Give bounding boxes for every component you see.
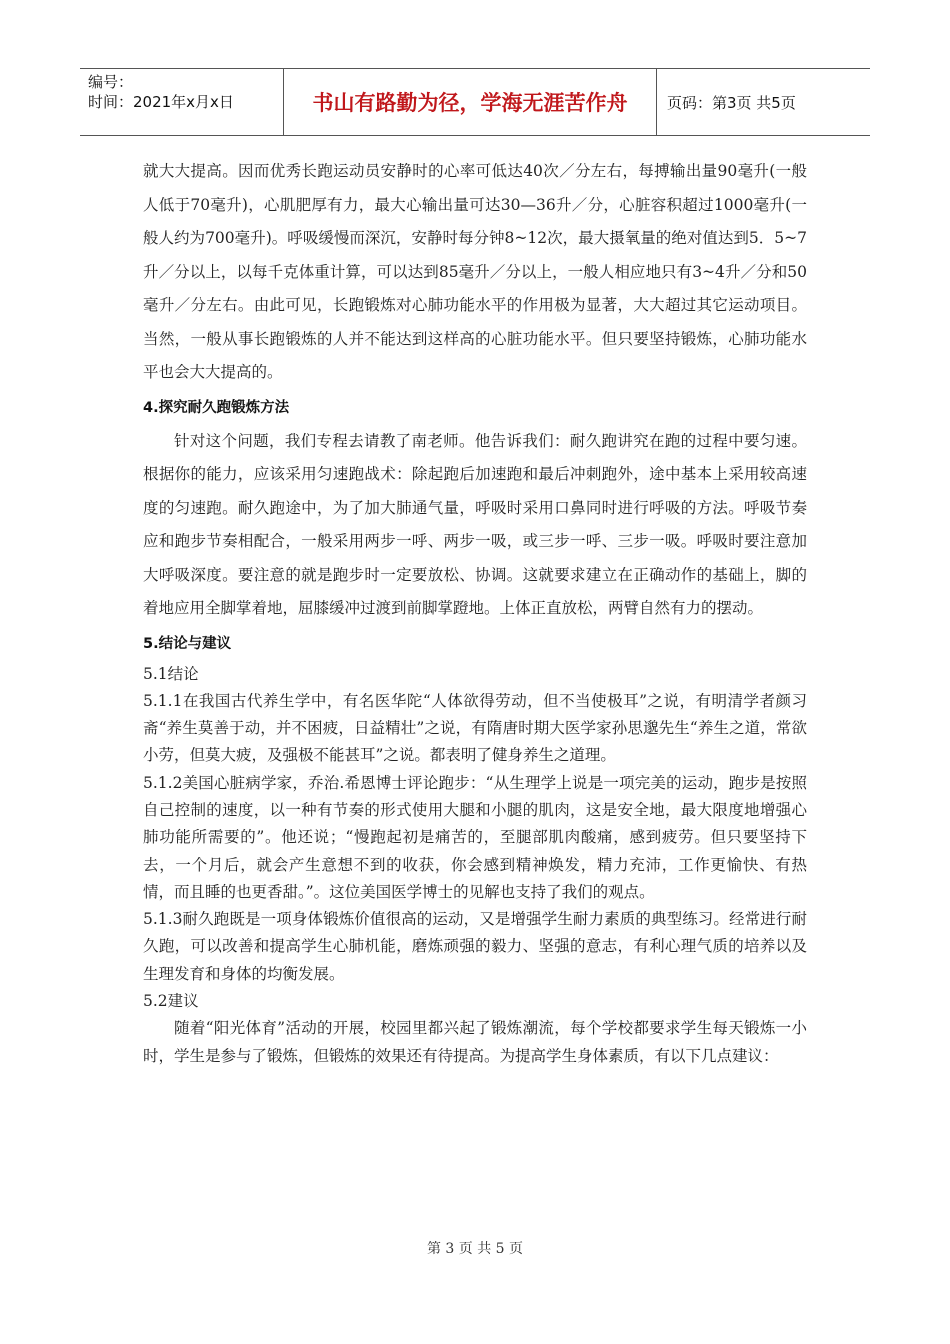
header-page-code: 页码：第3页 共5页 bbox=[667, 93, 796, 112]
paragraph-5-2: 随着“阳光体育”活动的开展，校园里都兴起了锻炼潮流，每个学校都要求学生每天锻炼一小时，学生是参与了锻炼，但锻炼的效果还有待提高。为提高学生身体素质，有以下几点建议： bbox=[143, 1019, 807, 1065]
paragraph-5-1-1: 5.1.1在我国古代养生学中，有名医华陀“人体欲得劳动，但不当使极耳”之说，有明清学者颜习斋“养生莫善于动，并不困疲，日益精壮”之说，有隋唐时期大医学家孙思邈先生“养生之道，常欲小劳，但莫大疲，及强极不能甚耳”之说。都表明了健身养生之道理。 bbox=[143, 691, 807, 765]
page-footer: 第 3 页 共 5 页 bbox=[426, 1241, 524, 1257]
header-motto: 书山有路勤为径，学海无涯苦作舟 bbox=[283, 69, 657, 135]
intro-paragraph: 就大大提高。因而优秀长跑运动员安静时的心率可低达40次／分左右，每搏输出量90毫升(一般人低于70毫升)，心肌肥厚有力，最大心输出量可达30—36升／分，心脏容积超过1000毫升(一般人约为700毫升)。呼吸缓慢而深沉，安静时每分钟8~12次，最大摄氧量的绝对值达到5．5~7升／分以上，以每千克体重计算，可以达到85毫升／分以上，一般人相应地只有3~4升／分和50毫升／分左右。由此可见，长跑锻炼对心肺功能水平的作用极为显著，大大超过其它运动项目。当然，一般从事长跑锻炼的人并不能达到这样高的心脏功能水平。但只要坚持锻炼，心肺功能水平也会大大提高的。 bbox=[143, 162, 807, 381]
section-4-paragraph: 针对这个问题，我们专程去请教了南老师。他告诉我们：耐久跑讲究在跑的过程中要匀速。根据你的能力，应该采用匀速跑战术：除起跑后加速跑和最后冲刺跑外，途中基本上采用较高速度的匀速跑。耐久跑途中，为了加大肺通气量，呼吸时采用口鼻同时进行呼吸的方法。呼吸节奏应和跑步节奏相配合，一般采用两步一呼、两步一吸，或三步一呼、三步一吸。呼吸时要注意加大呼吸深度。要注意的就是跑步时一定要放松、协调。这就要求建立在正确动作的基础上，脚的着地应用全脚掌着地，屈膝缓冲过渡到前脚掌蹬地。上体正直放松，两臂自然有力的摆动。 bbox=[143, 431, 807, 617]
subsection-5-1-title: 5.1结论 bbox=[143, 664, 199, 683]
paragraph-5-1-3: 5.1.3耐久跑既是一项身体锻炼价值很高的运动，又是增强学生耐力素质的典型练习。经常进行耐久跑，可以改善和提高学生心肺机能，磨炼顽强的毅力、坚强的意志，有利心理气质的培养以及生理发育和身体的均衡发展。 bbox=[143, 910, 807, 983]
header-meta bbox=[80, 69, 283, 135]
section-4-heading: 4.探究耐久跑锻炼方法 bbox=[143, 399, 290, 416]
time-label: 时间：2021年x月x日 bbox=[88, 93, 234, 111]
page-header bbox=[80, 68, 870, 136]
paragraph-5-1-2: 5.1.2美国心脏病学家，乔治.希恩博士评论跑步：“从生理学上说是一项完美的运动，跑步是按照自己控制的速度，以一种有节奏的形式使用大腿和小腿的肌肉，这是安全地，最大限度地增强心肺功能所需要的”。他还说；“慢跑起初是痛苦的，至腿部肌肉酸痛，感到疲劳。但只要坚持下去，一个月后，就会产生意想不到的收获，你会感到精神焕发，精力充沛，工作更愉快、有热情，而且睡的也更香甜。”。这位美国医学博士的见解也支持了我们的观点。 bbox=[143, 773, 807, 901]
section-5-heading: 5.结论与建议 bbox=[143, 635, 232, 652]
number-label: 编号： bbox=[88, 73, 134, 91]
document-body bbox=[143, 155, 807, 1070]
subsection-5-2-title: 5.2建议 bbox=[143, 992, 199, 1011]
